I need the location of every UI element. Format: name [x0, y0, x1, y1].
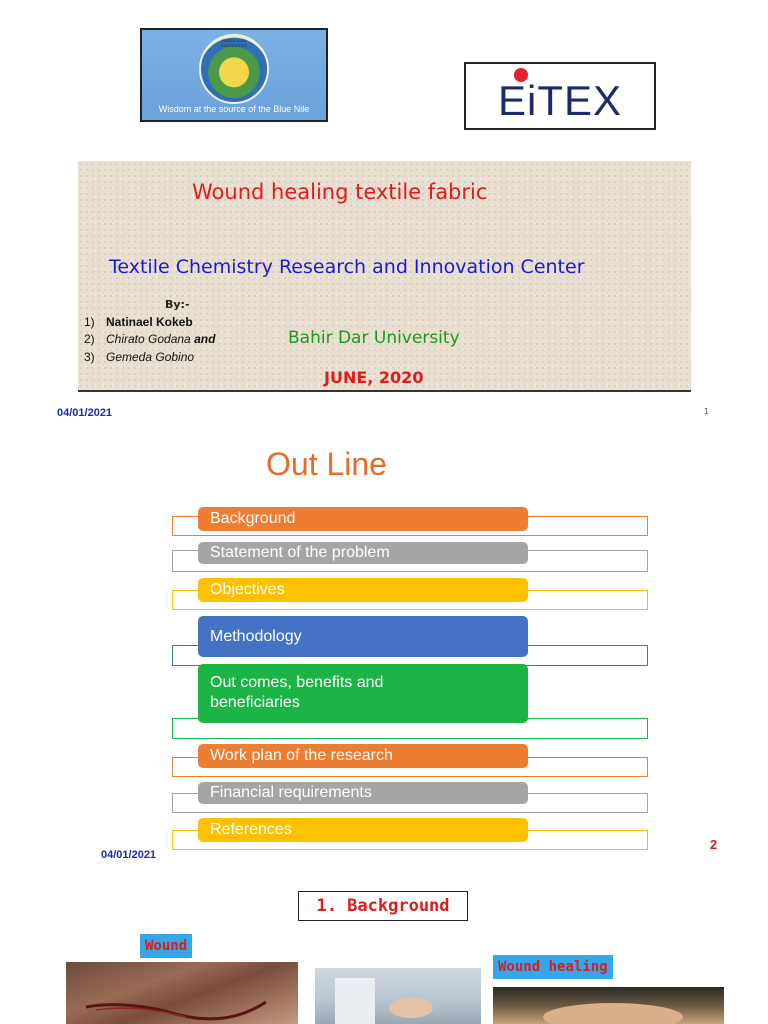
- wound-tag: Wound: [140, 934, 192, 958]
- slide1-footer-date: 04/01/2021: [57, 407, 113, 419]
- wound-healing-photo: [493, 987, 724, 1024]
- wound-photo: [66, 962, 298, 1024]
- author-name: Gemeda Gobino: [106, 350, 195, 364]
- bdu-seal-text: BAHIR DAR UNIVERSITY: [220, 38, 248, 48]
- author-1: 1) Natinael Kokeb: [84, 315, 193, 329]
- treatment-photo-detail: [315, 968, 481, 1024]
- eitex-logo: [464, 62, 656, 130]
- treatment-photo: [315, 968, 481, 1024]
- outline-item-outcomes[interactable]: Out comes, benefits and beneficiaries: [198, 664, 528, 723]
- author-name: Chirato Godana: [106, 332, 191, 346]
- author-2: 2) Chirato Godana and: [84, 332, 216, 346]
- bdu-logo: [140, 28, 328, 122]
- bdu-tagline: Wisdom at the source of the Blue Nile: [158, 104, 310, 114]
- author-conjunction: and: [194, 332, 216, 346]
- presentation-date: JUNE, 2020: [324, 368, 424, 387]
- slide2-footer-date: 04/01/2021: [101, 849, 157, 861]
- outline-item-background[interactable]: Background: [198, 507, 528, 531]
- outline-item-references[interactable]: References: [198, 818, 528, 842]
- by-label: By:-: [165, 298, 190, 311]
- outline-item-work-plan[interactable]: Work plan of the research: [198, 744, 528, 768]
- eitex-wordmark: EiTEX: [497, 77, 623, 124]
- slide2-page-number: 2: [710, 837, 718, 852]
- wound-photo-detail: [66, 962, 298, 1024]
- outline-item-methodology[interactable]: Methodology: [198, 616, 528, 657]
- wound-healing-tag: Wound healing: [493, 955, 613, 979]
- outline-item-objectives[interactable]: Objectives: [198, 578, 528, 602]
- research-center-name: Textile Chemistry Research and Innovation Center: [109, 256, 585, 278]
- author-3: 3) Gemeda Gobino: [84, 350, 195, 364]
- author-name: Natinael Kokeb: [106, 315, 193, 329]
- outline-item-financial-requirements[interactable]: Financial requirements: [198, 782, 528, 804]
- outline-item-statement-of-problem[interactable]: Statement of the problem: [198, 542, 528, 564]
- outline-title: Out Line: [266, 446, 387, 482]
- wound-healing-photo-detail: [493, 987, 724, 1024]
- presentation-title: Wound healing textile fabric: [192, 180, 488, 204]
- slide1-page-number: 1: [704, 407, 710, 416]
- background-heading: 1. Background: [298, 891, 468, 921]
- university-name: Bahir Dar University: [288, 328, 460, 348]
